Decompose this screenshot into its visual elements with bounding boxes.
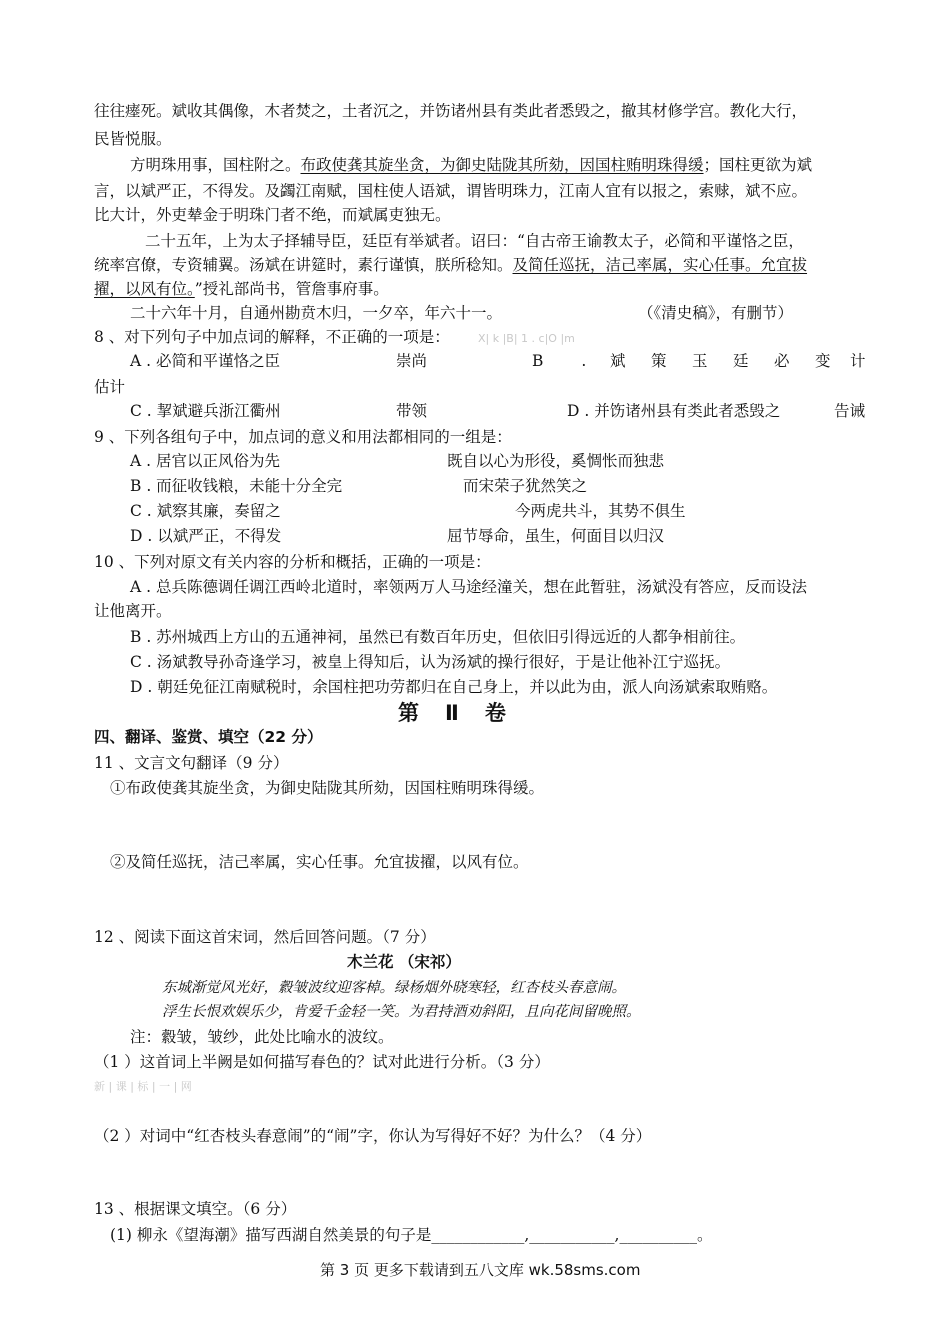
option-8d: D . 并饬诸州县有类此者悉毁之	[567, 402, 781, 420]
option-8b-char: 变	[815, 352, 831, 370]
question-12-sub-2: （2 ）对词中“红杏枝头春意闹”的“闹”字，你认为写得好不好？为什么？（4 分）	[94, 1127, 652, 1145]
option-8b-char: 必	[774, 352, 790, 370]
option-10c: C . 汤斌教导孙奇逢学习，被皇上得知后，认为汤斌的操行很好，于是让他补江宁巡抚。	[130, 653, 731, 671]
passage-text: 统率宫僚，专资辅翼。汤斌在讲筵时，素行谨慎，朕所稔知。	[94, 256, 513, 274]
poem-note: 注：縠皱，皱纱，此处比喻水的波纹。	[130, 1028, 394, 1046]
question-12-stem: 12 、阅读下面这首宋词，然后回答问题。（7 分）	[94, 928, 436, 946]
question-13-stem: 13 、根据课文填空。（6 分）	[94, 1200, 297, 1218]
option-8c: C . 挈斌避兵浙江衢州	[130, 402, 281, 420]
underlined-sentence: 擢，以风有位。	[94, 280, 195, 298]
option-9d-right: 屈节辱命，虽生，何面目以归汉	[447, 527, 665, 545]
option-9b-right: 而宋荣子犹然笑之	[463, 477, 588, 495]
poem-line: 东城渐觉风光好，縠皱波纹迎客棹。绿杨烟外晓寒轻，红杏枝头春意闹。	[162, 980, 626, 996]
passage-line: 二十五年，上为太子择辅导臣，廷臣有举斌者。诏曰：“自古帝王谕教太子，必简和平谨恪之臣，	[145, 232, 804, 250]
option-8a: A . 必简和平谨恪之臣	[130, 352, 280, 370]
underlined-sentence: 布政使龚其旋坐贪，为御史陆陇其所劾，因国柱贿明珠得缓	[300, 156, 704, 174]
passage-line: 二十六年十月，自通州勘贲木归，一夕卒，年六十一。	[130, 304, 503, 322]
option-8b-answer: 估计	[94, 378, 126, 396]
option-10a: A . 总兵陈德调任调江西岭北道时，率领两万人马途经潼关，想在此暂驻，汤斌没有答应，反而设法	[130, 578, 807, 596]
part-2-title: 第Ⅱ卷	[398, 701, 532, 725]
option-8c-answer: 带领	[396, 402, 428, 420]
fill-blank-1: (1) 柳永《望海潮》描写西湖自然美景的句子是____________,___________,__________。	[110, 1226, 713, 1244]
passage-line	[130, 158, 812, 174]
watermark-text: X| k |B| 1 . c|O |m	[478, 332, 575, 345]
option-8b-char: 斌	[610, 352, 626, 370]
question-8-stem: 8 、对下列句子中加点词的解释，不正确的一项是：	[94, 328, 450, 346]
section-4-heading: 四、翻译、鉴赏、填空（22 分）	[94, 728, 323, 746]
passage-text: ；国柱更欲为斌	[703, 156, 813, 174]
option-9c-right: 今两虎共斗，其势不俱生	[515, 502, 686, 520]
option-10a-cont: 让他离开。	[94, 602, 172, 620]
passage-line: 往往瘗死。斌收其偶像，木者焚之，土者沉之，并饬诸州县有类此者悉毁之，撤其材修学宫。教化大行，	[94, 102, 808, 120]
passage-line	[94, 282, 389, 298]
option-8b-char: 策	[651, 352, 667, 370]
option-9c-left: C . 斌察其廉，奏留之	[130, 502, 281, 520]
passage-text: 方明珠用事，国柱附之。	[130, 156, 301, 174]
option-9d-left: D . 以斌严正，不得发	[130, 527, 282, 545]
option-8b-char: 计	[850, 352, 866, 370]
poem-line: 浮生长恨欢娱乐少，肯爱千金轻一笑。为君持酒劝斜阳，且向花间留晚照。	[162, 1004, 641, 1020]
watermark-text: 新 | 课 | 标 | 一 | 网	[94, 1080, 192, 1093]
option-8a-answer: 崇尚	[396, 352, 428, 370]
option-9a-right: 既自以心为形役，奚惆怅而独悲	[447, 452, 665, 470]
option-9b-left: B . 而征收钱粮，未能十分全完	[130, 477, 343, 495]
translate-sentence-1: ①布政使龚其旋坐贪，为御史陆陇其所劾，因国柱贿明珠得缓。	[110, 779, 545, 797]
question-9-stem: 9 、下列各组句子中，加点词的意义和用法都相同的一组是：	[94, 428, 512, 446]
question-11-stem: 11 、文言文句翻译（9 分）	[94, 754, 289, 772]
question-10-stem: 10 、下列对原文有关内容的分析和概括，正确的一项是：	[94, 553, 491, 571]
question-12-sub-1: （1 ）这首词上半阙是如何描写春色的？试对此进行分析。（3 分）	[94, 1053, 550, 1071]
option-10d: D . 朝廷免征江南赋税时，余国柱把功劳都归在自己身上，并以此为由，派人向汤斌索取贿赂。	[130, 678, 778, 696]
passage-line: 言，以斌严正，不得发。及蠲江南赋，国柱使人语斌，谓皆明珠力，江南人宜有以报之，索赇，斌不应。	[94, 182, 808, 200]
translate-sentence-2: ②及简任巡抚，洁己率属，实心任事。允宜拔擢，以风有位。	[110, 853, 529, 871]
passage-text: ”授礼部尚书，管詹事府事。	[194, 280, 389, 298]
passage-line: 民皆悦服。	[94, 130, 172, 148]
option-8b-char: 玉	[692, 352, 708, 370]
passage-line: 比大计，外吏辇金于明珠门者不绝，而斌属吏独无。	[94, 206, 451, 224]
option-8d-answer: 告诫	[834, 402, 866, 420]
option-9a-left: A . 居官以正风俗为先	[130, 452, 280, 470]
passage-source: （《清史稿》，有删节）	[638, 304, 794, 322]
option-8b-char: 廷	[733, 352, 749, 370]
page-footer: 第 3 页 更多下载请到五八文库 wk.58sms.com	[320, 1261, 641, 1279]
underlined-sentence: 及简任巡抚，洁己率属，实心任事。允宜拔	[512, 256, 808, 274]
option-8b-label: B .	[532, 352, 587, 370]
option-10b: B . 苏州城西上方山的五通神祠，虽然已有数百年历史，但依旧引得远近的人都争相前往。	[130, 628, 746, 646]
passage-line	[94, 258, 807, 274]
poem-title: 木兰花 （宋祁）	[347, 953, 461, 971]
